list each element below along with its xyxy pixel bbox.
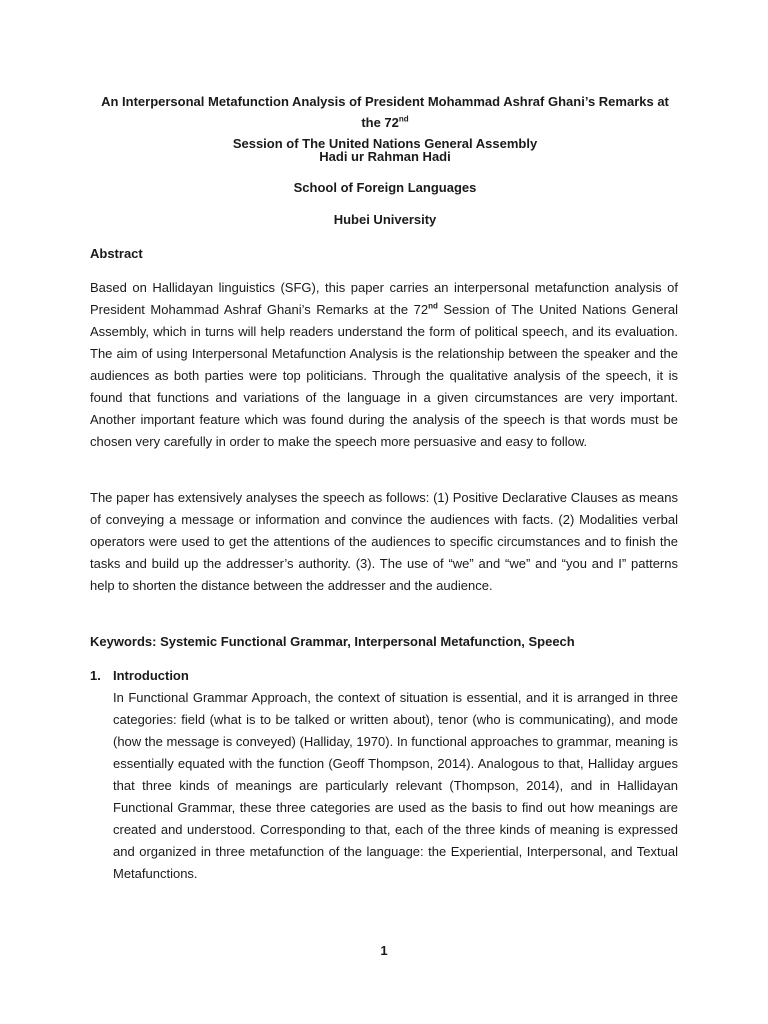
title-text-line2: Session of The United Nations General Assembly (232, 136, 538, 151)
title-text-line1: An Interpersonal Metafunction Analysis of President Mohammad Ashraf Ghani’s Remarks at the 72 (101, 94, 669, 130)
section-heading-introduction (90, 668, 189, 683)
page-number: 1 (380, 943, 388, 958)
keywords-line: Keywords: Systemic Functional Grammar, Interpersonal Metafunction, Speech (90, 634, 575, 649)
abstract-p1-text-a: Based on Hallidayan linguistics (SFG), this paper carries an interpersonal metafunction analysis of President Mohammad Ashraf Ghani’s Remarks at the 72 (90, 280, 678, 317)
section-number: 1. (90, 668, 101, 683)
abstract-paragraph-2: The paper has extensively analyses the speech as follows: (1) Positive Declarative Clauses as means of conveying a message or information and convince the audiences with facts. (2) Modalities verbal operators were used to get the attentions of the audiences to specific circumstances and to finish the tasks and build up the addresser’s authority. (3). The use of “we” and “we” and “you and I” patterns help to shorten the distance between the addresser and the audience. (90, 490, 678, 593)
section-title: Introduction (113, 668, 189, 683)
abstract-heading: Abstract (90, 246, 143, 261)
paper-title (90, 91, 680, 154)
school-name: School of Foreign Languages (293, 180, 477, 195)
author-name: Hadi ur Rahman Hadi (319, 149, 451, 164)
abstract-p1-superscript: nd (428, 301, 438, 311)
abstract-paragraph-1 (90, 277, 678, 453)
introduction-paragraph: In Functional Grammar Approach, the context of situation is essential, and it is arranged in three categories: field (what is to be talked or written about), tenor (who is communicating), and mode (how the message is conveyed) (Halliday, 1970). In functional approaches to grammar, meaning is essentially equated with the function (Geoff Thompson, 2014). Analogous to that, Halliday argues that three kinds of meanings are particularly relevant (Thompson, 2014), and in Hallidayan Functional Grammar, these three categories are used as the basis to find out how meanings are created and understood. Corresponding to that, each of the three kinds of meaning is expressed and organized in three metafunction of the language: the Experiential, Interpersonal, and Textual Metafunctions. (113, 690, 678, 881)
university-name: Hubei University (333, 212, 437, 227)
abstract-p1-text-b: Session of The United Nations General Assembly, which in turns will help readers understand the form of political speech, and its evaluation. The aim of using Interpersonal Metafunction Analysis is the relationship between the speaker and the audiences as both parties were top politicians. Through the qualitative analysis of the speech, it is found that functions and variations of the language in a given circumstances are very important. Another important feature which was found during the analysis of the speech is that words must be chosen very carefully in order to make the speech more persuasive and easy to follow. (90, 302, 678, 449)
title-superscript: nd (398, 114, 409, 124)
